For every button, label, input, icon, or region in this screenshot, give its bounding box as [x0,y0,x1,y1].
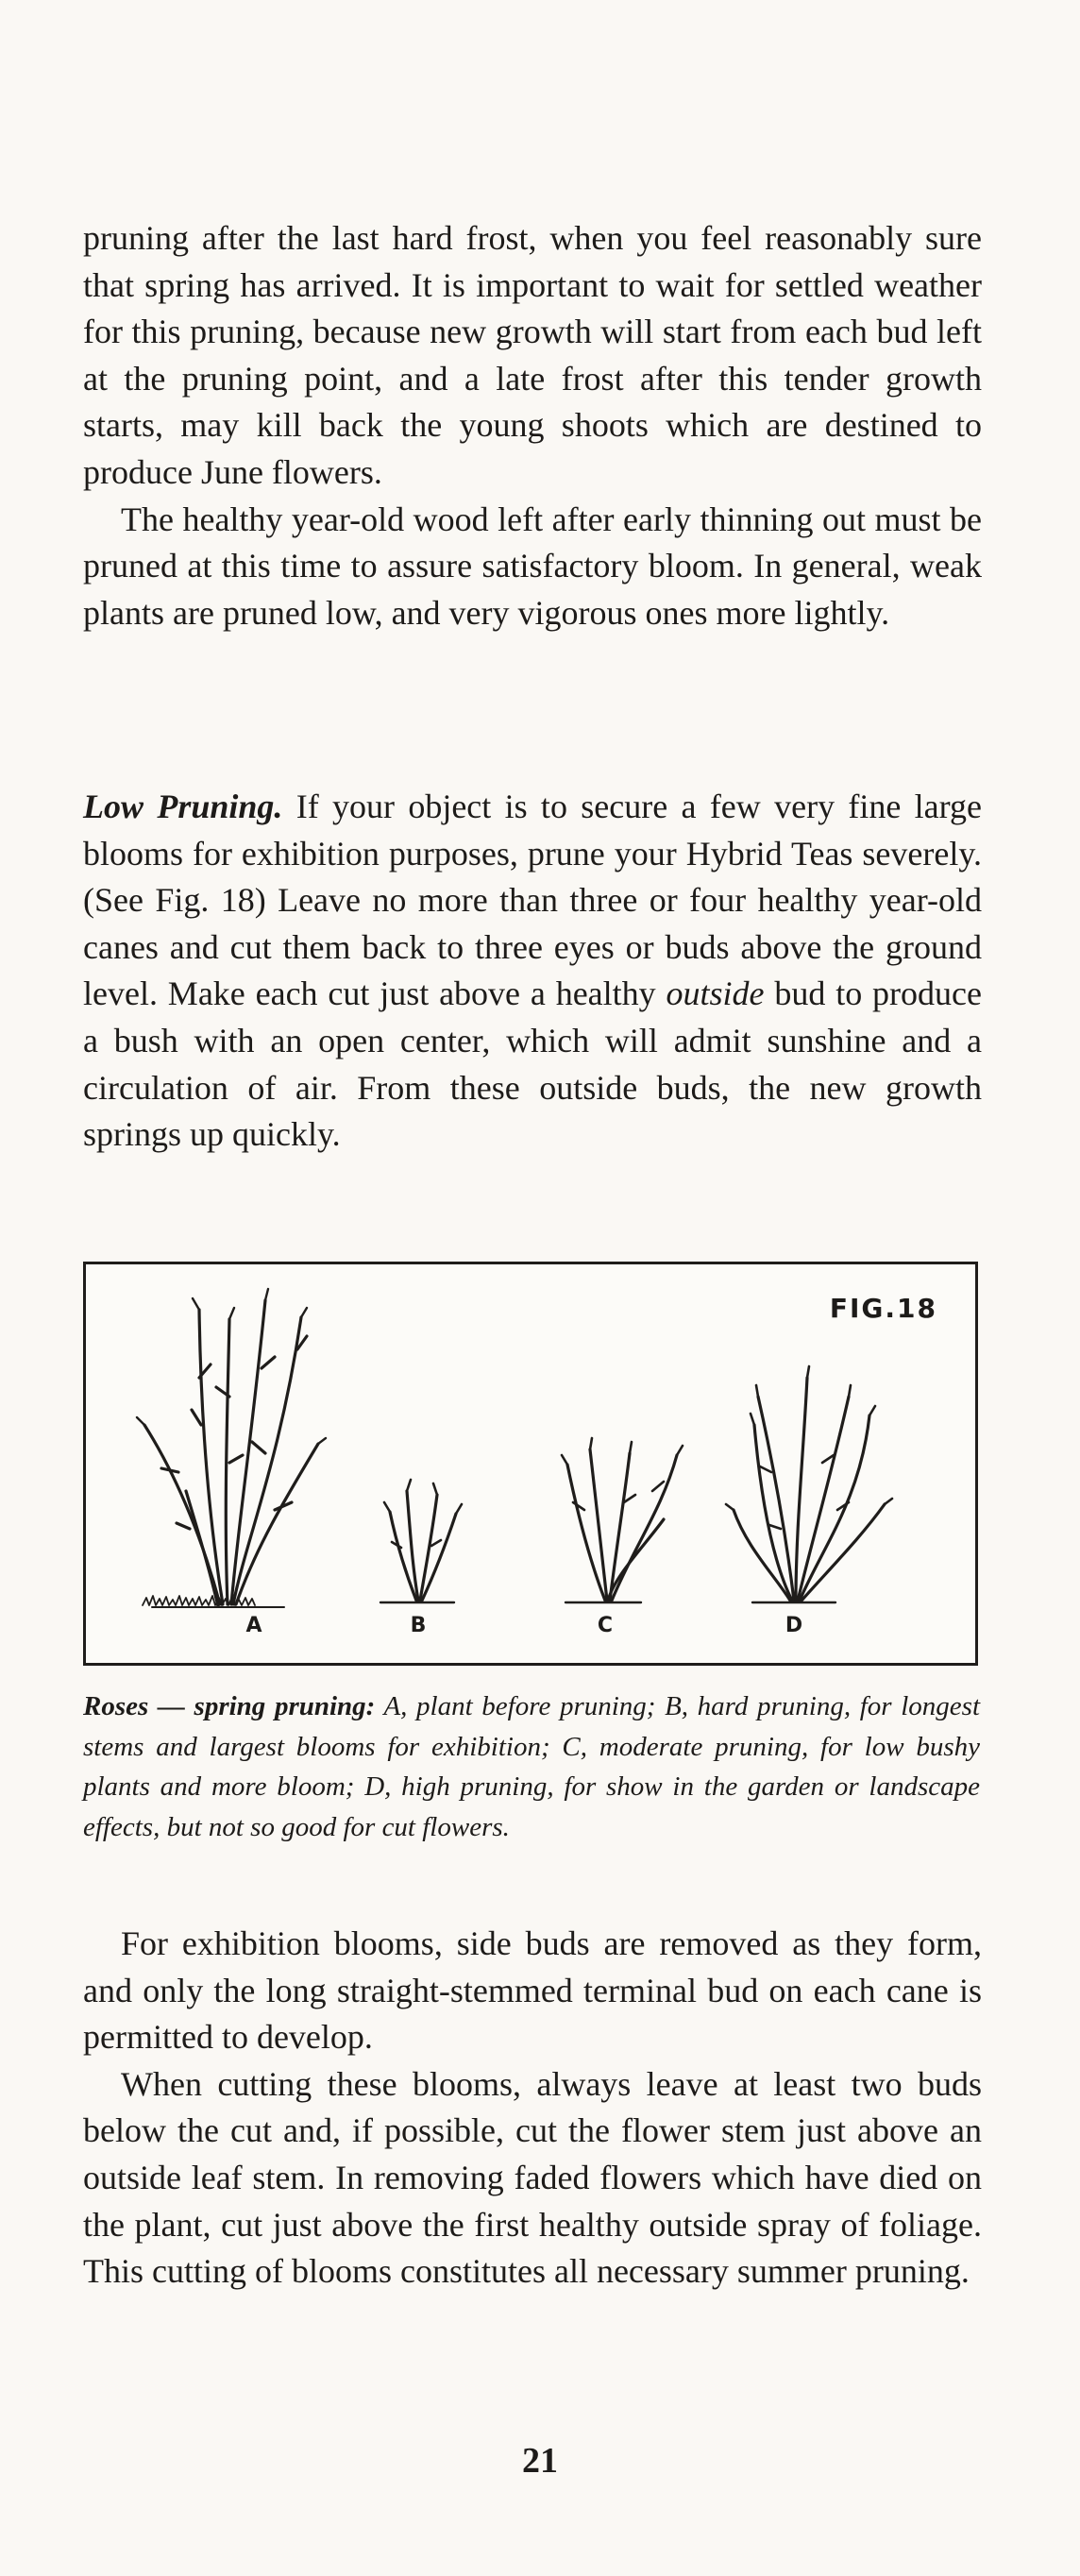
low-pruning-text-a: If your object is to secure a few very fine large blooms for exhibition purposes, prune your Hybrid Teas severely. (See Fig. 18) Leave no more than three or four healthy year-old canes and cut them back to three eyes or buds above the ground level. Make each cut just above a healthy [83,788,982,1013]
plant-label-d: D [785,1614,803,1637]
paragraph-cutting-blooms: When cutting these blooms, always leave at least two buds below the cut and, if possible, cut the flower stem just above an outside leaf stem. In removing faded flowers which have died on the plant, cut just above the first healthy outside spray of foliage. This cutting of blooms constitutes all necessary summer pruning. [83,2064,982,2291]
outside-emphasis: outside [666,974,765,1013]
plant-label-c: C [597,1614,614,1637]
plant-a-drawing [137,1289,326,1607]
paragraph-healthy-wood: The healthy year-old wood left after early thinning out must be pruned at this time to assure satisfactory bloom. In general, weak plants are pruned low, and very vigorous ones more lightly. [83,500,982,632]
plant-c-drawing [562,1438,683,1602]
low-pruning-section [83,784,982,1159]
rose-pruning-illustration [86,1264,975,1663]
figure-caption [83,1686,980,1847]
figure-label: FIG.18 [829,1293,937,1324]
closing-text [83,1921,982,2296]
caption-lead: Roses — spring pruning: [83,1691,376,1721]
opening-text [83,215,982,636]
plant-label-a: A [245,1614,262,1637]
plant-d-drawing [726,1366,892,1602]
figure-18 [83,1262,978,1666]
page-number: 21 [522,2441,558,2481]
section-heading-low-pruning: Low Pruning. [83,788,283,825]
paragraph-exhibition-blooms: For exhibition blooms, side buds are removed as they form, and only the long straight-stemmed terminal bud on each cane is permitted to develop. [83,1924,982,2057]
caption-text: A, plant before pruning; B, hard pruning, for longest stems and largest blooms for exhibition; C, moderate pruning, for low bushy plants and more bloom; D, high pruning, for show in the garden or landscape effects, but not so good for cut flowers. [83,1691,980,1842]
paragraph-low-pruning [83,784,982,1159]
plant-label-b: B [410,1614,427,1637]
paragraph-continued: pruning after the last hard frost, when you feel reasonably sure that spring has arrived. It is important to wait for settled weather for this pruning, because new growth will start from each bud left at the pruning point, and a late frost after this tender growth starts, may kill back the young shoots which are destined to produce June flowers. [83,219,982,491]
plant-b-drawing [380,1480,462,1602]
low-pruning-text-b: bud to produce a bush with an open center, which will admit sunshine and a circulation of air. From these outside buds, the new growth springs up quickly. [83,974,982,1154]
